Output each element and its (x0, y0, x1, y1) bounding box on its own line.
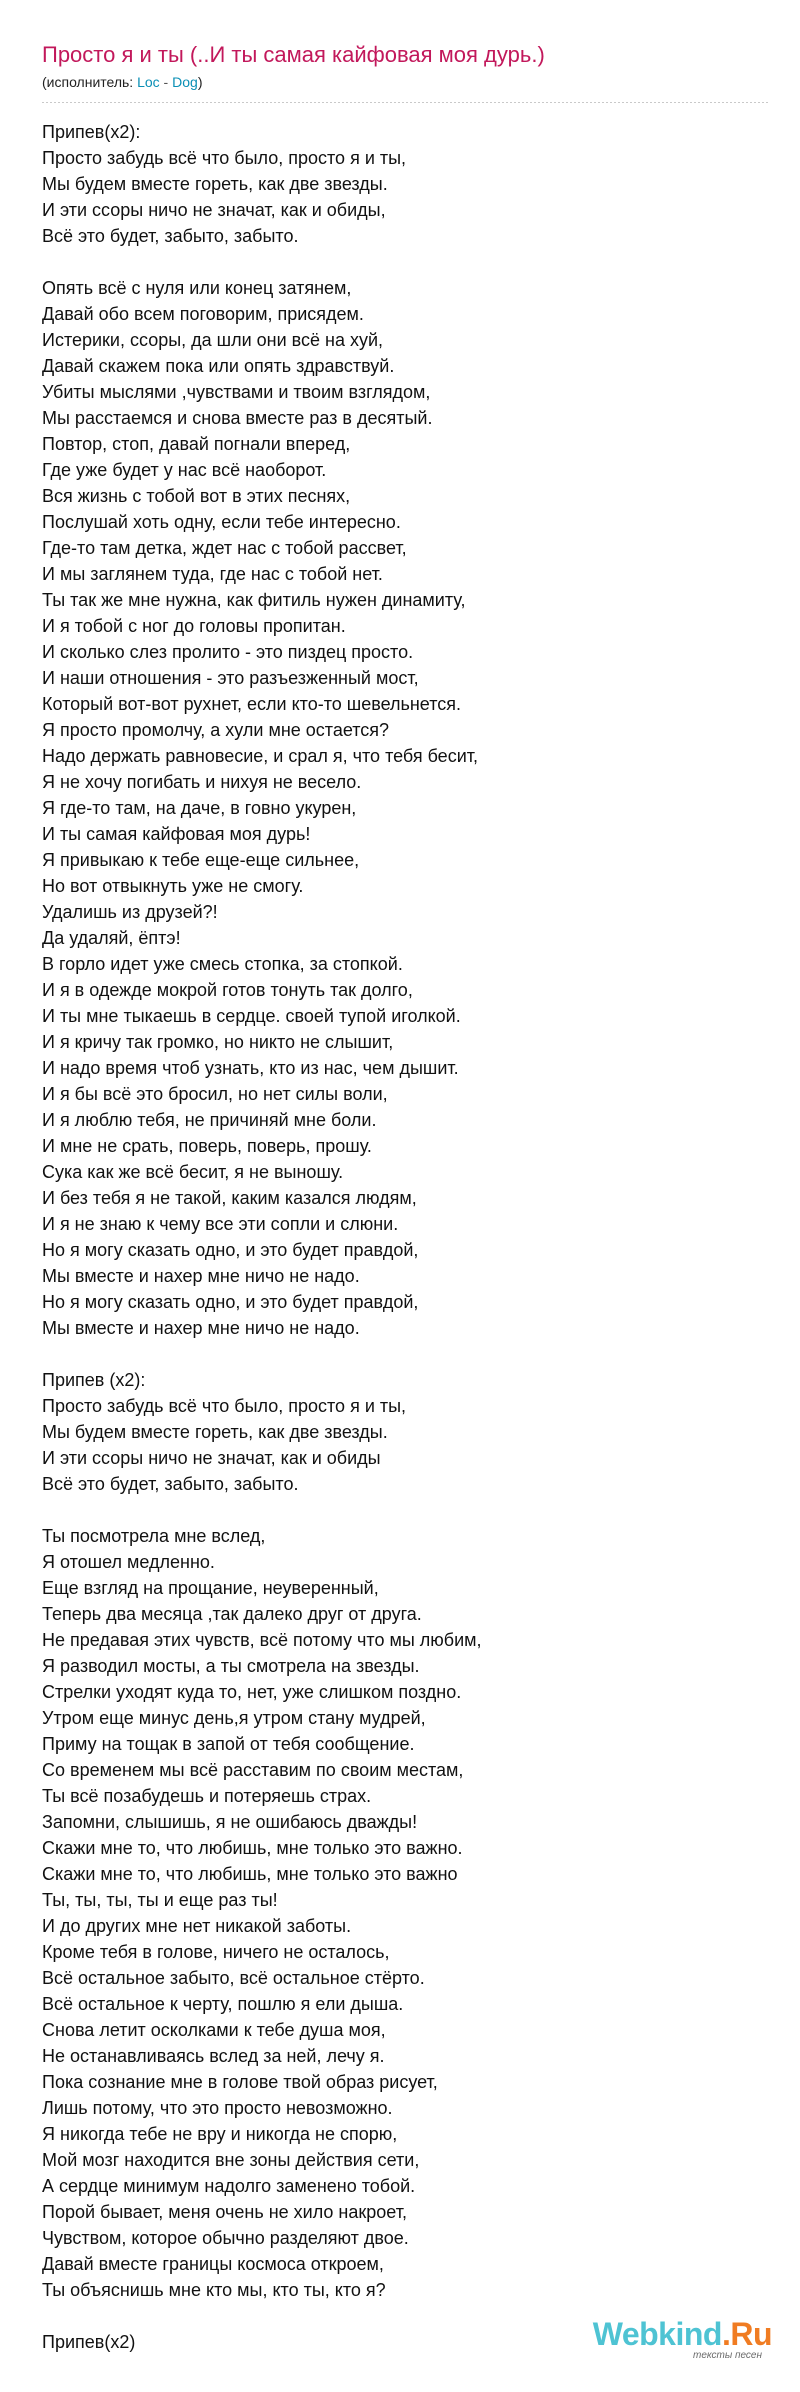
lyric-line: Снова летит осколками к тебе душа моя, (42, 2020, 386, 2040)
lyric-line: Всё остальное забыто, всё остальное стёрто. (42, 1968, 425, 1988)
lyric-line: Пока сознание мне в голове твой образ рисует, (42, 2072, 438, 2092)
lyric-line: Истерики, ссоры, да шли они всё на хуй, (42, 330, 384, 350)
lyric-line: Я отошел медленно. (42, 1552, 215, 1572)
artist-separator: - (159, 74, 173, 90)
lyric-line: Порой бывает, меня очень не хило накроет, (42, 2202, 407, 2222)
lyric-line: Стрелки уходят куда то, нет, уже слишком поздно. (42, 1682, 462, 1702)
lyric-line: Просто забудь всё что было, просто я и ты, (42, 148, 407, 168)
lyric-line: Но я могу сказать одно, и это будет правдой, (42, 1292, 419, 1312)
webkind-logo[interactable] (582, 2316, 772, 2361)
lyric-line: Повтор, стоп, давай погнали вперед, (42, 434, 351, 454)
artist-link-loc[interactable]: Loc (137, 74, 160, 90)
lyric-line: В горло идет уже смесь стопка, за стопкой. (42, 954, 403, 974)
lyric-line: Вся жизнь с тобой вот в этих песнях, (42, 486, 351, 506)
lyric-line: И я кричу так громко, но никто не слышит, (42, 1032, 394, 1052)
lyrics-stanza (42, 1367, 770, 1497)
lyrics-stanza (42, 1523, 770, 2303)
lyric-line: Давай скажем пока или опять здравствуй. (42, 356, 395, 376)
lyric-line: И надо время чтоб узнать, кто из нас, чем дышит. (42, 1058, 459, 1078)
lyrics-body (42, 119, 770, 2355)
lyric-line: Ты всё позабудешь и потеряешь страх. (42, 1786, 372, 1806)
lyric-line: И наши отношения - это разъезженный мост, (42, 668, 419, 688)
lyric-line: Лишь потому, что это просто невозможно. (42, 2098, 393, 2118)
lyric-line: Я просто промолчу, а хули мне остается? (42, 720, 390, 740)
lyric-line: Припев(x2): (42, 122, 141, 142)
lyric-line: Просто забудь всё что было, просто я и ты, (42, 1396, 407, 1416)
logo-webkind-text: Webkind (592, 2316, 722, 2352)
lyric-line: Всё это будет, забыто, забыто. (42, 1474, 299, 1494)
lyric-line: И без тебя я не такой, каким казался людям, (42, 1188, 417, 1208)
lyric-line: Я где-то там, на даче, в говно укурен, (42, 798, 357, 818)
lyric-line: Скажи мне то, что любишь, мне только это важно (42, 1864, 458, 1884)
lyric-line: Убиты мыслями ,чувствами и твоим взглядом, (42, 382, 431, 402)
artist-prefix: (исполнитель: (42, 74, 138, 90)
lyric-line: Ты посмотрела мне вслед, (42, 1526, 266, 1546)
lyric-line: Я привыкаю к тебе еще-еще сильнее, (42, 850, 360, 870)
lyric-line: Да удаляй, ёптэ! (42, 928, 181, 948)
lyric-line: Теперь два месяца ,так далеко друг от друга. (42, 1604, 422, 1624)
lyric-line: Чувством, которое обычно разделяют двое. (42, 2228, 409, 2248)
lyric-line: Приму на тощак в запой от тебя сообщение. (42, 1734, 415, 1754)
artist-link-dog[interactable]: Dog (172, 74, 198, 90)
lyric-line: Я никогда тебе не вру и никогда не спорю, (42, 2124, 398, 2144)
lyrics-stanza (42, 119, 770, 249)
lyric-line: И мы заглянем туда, где нас с тобой нет. (42, 564, 383, 584)
lyric-line: Кроме тебя в голове, ничего не осталось, (42, 1942, 390, 1962)
lyric-line: Удалишь из друзей?! (42, 902, 218, 922)
lyric-line: Мы будем вместе гореть, как две звезды. (42, 1422, 388, 1442)
lyric-line: Я не хочу погибать и нихуя не весело. (42, 772, 362, 792)
lyric-line: Мы вместе и нахер мне ничо не надо. (42, 1266, 360, 1286)
artist-suffix: ) (197, 74, 203, 90)
lyric-line: Сука как же всё бесит, я не выношу. (42, 1162, 344, 1182)
lyric-line: А сердце минимум надолго заменено тобой. (42, 2176, 416, 2196)
lyric-line: Мы расстаемся и снова вместе раз в десятый. (42, 408, 433, 428)
lyric-line: Где-то там детка, ждет нас с тобой рассвет, (42, 538, 407, 558)
lyric-line: Не предавая этих чувств, всё потому что мы любим, (42, 1630, 482, 1650)
header-divider (42, 102, 770, 103)
lyric-line: Утром еще минус день,я утром стану мудрей, (42, 1708, 426, 1728)
logo-wordmark (582, 2316, 772, 2352)
lyric-line: Послушай хоть одну, если тебе интересно. (42, 512, 401, 532)
lyric-line: Со временем мы всё расставим по своим местам, (42, 1760, 464, 1780)
lyric-line: Ты, ты, ты, ты и еще раз ты! (42, 1890, 278, 1910)
lyric-line: Мой мозг находится вне зоны действия сети, (42, 2150, 420, 2170)
lyric-line: Но я могу сказать одно, и это будет правдой, (42, 1240, 419, 1260)
lyric-line: Ты объяснишь мне кто мы, кто ты, кто я? (42, 2280, 386, 2300)
lyric-line: И я в одежде мокрой готов тонуть так долго, (42, 980, 413, 1000)
lyric-line: И я не знаю к чему все эти сопли и слюни. (42, 1214, 399, 1234)
lyric-line: Припев(x2) (42, 2332, 136, 2352)
lyric-line: Надо держать равновесие, и срал я, что тебя бесит, (42, 746, 478, 766)
lyric-line: Не останавливаясь вслед за ней, лечу я. (42, 2046, 385, 2066)
lyric-line: Опять всё с нуля или конец затянем, (42, 278, 352, 298)
lyric-line: Который вот-вот рухнет, если кто-то шевельнется. (42, 694, 462, 714)
song-title: Просто я и ты (..И ты самая кайфовая моя дурь.) (42, 42, 545, 67)
lyrics-stanza (42, 275, 770, 1341)
lyric-line: И ты самая кайфовая моя дурь! (42, 824, 311, 844)
lyric-line: Но вот отвыкнуть уже не смогу. (42, 876, 304, 896)
lyric-line: Мы вместе и нахер мне ничо не надо. (42, 1318, 360, 1338)
lyric-line: И ты мне тыкаешь в сердце. своей тупой иголкой. (42, 1006, 461, 1026)
lyric-line: Я разводил мосты, а ты смотрела на звезды. (42, 1656, 420, 1676)
lyric-line: Всё остальное к черту, пошлю я ели дыша. (42, 1994, 404, 2014)
lyric-line: И до других мне нет никакой заботы. (42, 1916, 352, 1936)
lyric-line: И я бы всё это бросил, но нет силы воли, (42, 1084, 388, 1104)
lyric-line: Скажи мне то, что любишь, мне только это важно. (42, 1838, 463, 1858)
logo-tagline: тексты песен (693, 2350, 762, 2361)
lyric-line: И эти ссоры ничо не значат, как и обиды (42, 1448, 381, 1468)
artist-line (42, 72, 770, 92)
lyric-line: И эти ссоры ничо не значат, как и обиды, (42, 200, 386, 220)
lyric-line: Всё это будет, забыто, забыто. (42, 226, 299, 246)
lyric-line: Ты так же мне нужна, как фитиль нужен динамиту, (42, 590, 466, 610)
lyric-line: Где уже будет у нас всё наоборот. (42, 460, 327, 480)
lyric-line: Мы будем вместе гореть, как две звезды. (42, 174, 388, 194)
lyric-line: Запомни, слышишь, я не ошибаюсь дважды! (42, 1812, 418, 1832)
lyric-line: Давай обо всем поговорим, присядем. (42, 304, 364, 324)
lyric-line: Еще взгляд на прощание, неуверенный, (42, 1578, 379, 1598)
lyric-line: И я люблю тебя, не причиняй мне боли. (42, 1110, 377, 1130)
lyric-line: И сколько слез пролито - это пиздец просто. (42, 642, 414, 662)
logo-ru-text: .Ru (721, 2316, 772, 2352)
lyric-line: И мне не срать, поверь, поверь, прошу. (42, 1136, 372, 1156)
lyric-line: И я тобой с ног до головы пропитан. (42, 616, 346, 636)
lyric-line: Давай вместе границы космоса откроем, (42, 2254, 384, 2274)
lyric-line: Припев (x2): (42, 1370, 146, 1390)
